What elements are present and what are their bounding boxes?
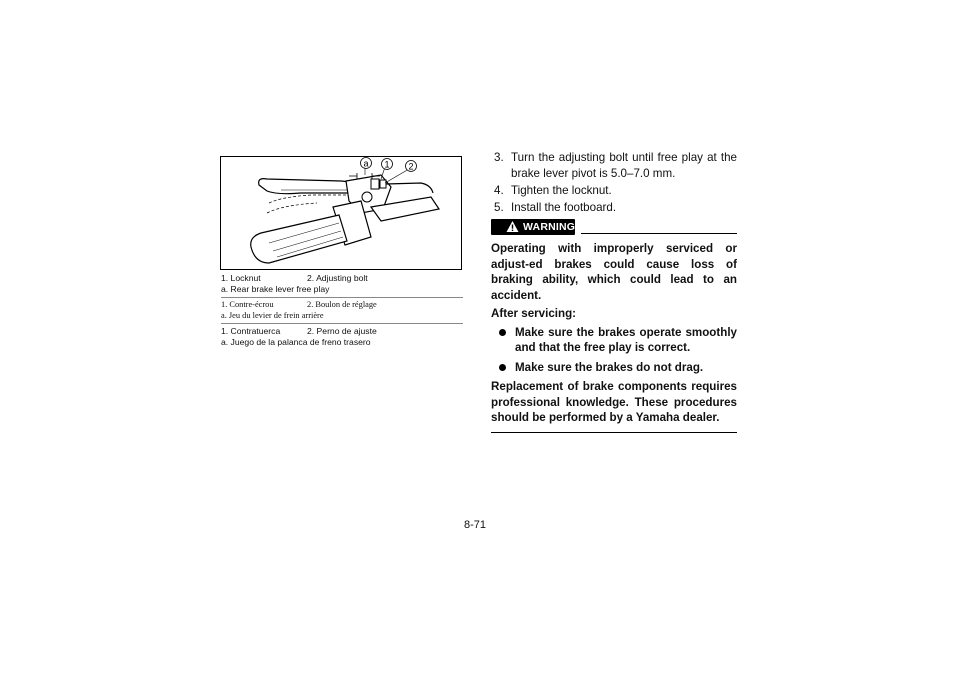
step-4 [491,183,737,199]
step-number: 4. [494,183,504,197]
closing-text: Replacement of brake components requires professional knowledge. These procedures should be performed by a Yamaha dealer. [491,380,737,424]
after-servicing-label: After servicing: [491,307,577,320]
caption-item: a. Jeu du levier de frein arrière [221,311,324,320]
caption-item: 1. Contratuerca [221,326,281,336]
warning-label: WARNING [523,221,576,233]
brake-lever-illustration [220,156,462,270]
callout-2: 2 [408,161,414,172]
caption-item: 1. Locknut [221,273,261,283]
warning-text: Operating with improperly serviced or adjust-ed brakes could cause loss of braking ability, which could lead to an accident. [491,242,737,302]
callout-a: a [363,158,369,169]
caption-item: a. Juego de la palanca de freno trasero [221,337,371,347]
instructions-column [491,150,737,433]
step-3 [491,150,737,181]
bullet-dot [499,364,506,371]
warning-bullet [491,360,737,376]
warning-rule [581,233,737,234]
step-number: 5. [494,200,504,214]
step-text: Turn the adjusting bolt until free play at the brake lever pivot is 5.0–7.0 mm. [511,151,737,180]
warning-triangle-icon [506,220,519,233]
warning-badge [491,219,575,235]
step-number: 3. [494,151,504,164]
caption-item: 2. Boulon de réglage [307,300,377,309]
caption-french [221,299,377,321]
bullet-text: Make sure the brakes do not drag. [515,360,704,374]
caption-item: 2. Perno de ajuste [307,326,377,336]
caption-item: 2. Adjusting bolt [307,273,368,283]
caption-divider [221,323,463,324]
bullet-text: Make sure the brakes operate smoothly and that the free play is correct. [515,325,737,354]
page-number: 8-71 [464,519,487,531]
callout-1: 1 [384,159,390,170]
caption-spanish [221,326,377,348]
warning-header [491,219,737,239]
step-5 [491,200,737,216]
caption-item: 1. Contre-écrou [221,300,274,309]
step-text: Install the footboard. [511,200,617,214]
bullet-dot [499,329,506,336]
caption-english [221,273,368,295]
caption-item: a. Rear brake lever free play [221,284,330,294]
warning-end-rule [491,432,737,433]
caption-divider [221,297,463,298]
warning-bullet [491,325,737,356]
step-text: Tighten the locknut. [511,183,612,197]
